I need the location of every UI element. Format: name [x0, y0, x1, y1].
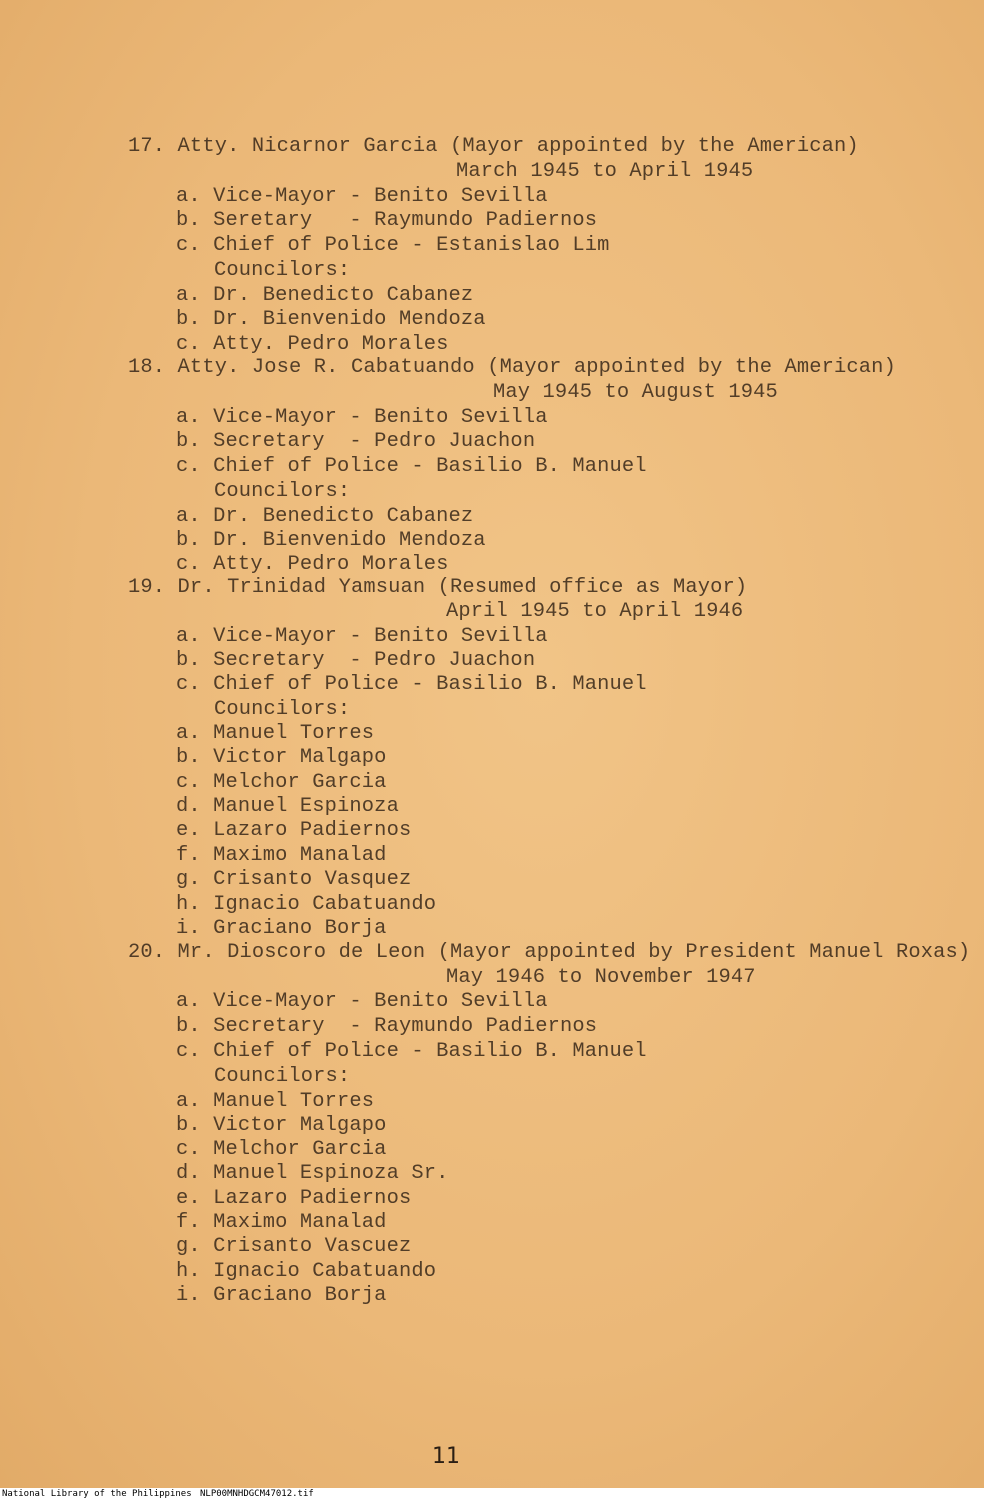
text-line: Councilors:	[214, 698, 351, 721]
text-line: a. Manuel Torres	[176, 1090, 375, 1113]
text-line: g. Crisanto Vascuez	[176, 1235, 412, 1258]
text-line: c. Chief of Police - Estanislao Lim	[176, 234, 610, 257]
text-line: i. Graciano Borja	[176, 917, 387, 940]
text-line: i. Graciano Borja	[176, 1284, 387, 1307]
text-line: b. Dr. Bienvenido Mendoza	[176, 308, 486, 331]
footer-filename: NLP00MNHDGCM47012.tif	[200, 1489, 314, 1499]
text-line: f. Maximo Manalad	[176, 1211, 387, 1234]
text-line: h. Ignacio Cabatuando	[176, 893, 437, 916]
text-line: c. Melchor Garcia	[176, 771, 387, 794]
text-line: May 1945 to August 1945	[493, 381, 778, 404]
text-line: a. Vice-Mayor - Benito Sevilla	[176, 185, 548, 208]
text-line: c. Melchor Garcia	[176, 1138, 387, 1161]
footer-library: National Library of the Philippines	[2, 1489, 192, 1499]
text-line: a. Vice-Mayor - Benito Sevilla	[176, 990, 548, 1013]
text-line: a. Dr. Benedicto Cabanez	[176, 284, 474, 307]
text-line: b. Seretary - Raymundo Padiernos	[176, 209, 598, 232]
text-line: c. Chief of Police - Basilio B. Manuel	[176, 1040, 647, 1063]
text-line: d. Manuel Espinoza Sr.	[176, 1162, 449, 1185]
text-line: b. Secretary - Raymundo Padiernos	[176, 1015, 598, 1038]
text-line: b. Victor Malgapo	[176, 1114, 387, 1137]
text-line: Councilors:	[214, 480, 351, 503]
text-line: e. Lazaro Padiernos	[176, 1187, 412, 1210]
text-line: d. Manuel Espinoza	[176, 795, 399, 818]
text-line: a. Manuel Torres	[176, 722, 375, 745]
text-line: 18. Atty. Jose R. Cabatuando (Mayor appointed by the American)	[128, 356, 896, 379]
text-line: Councilors:	[214, 1065, 351, 1088]
text-line: May 1946 to November 1947	[446, 966, 756, 989]
text-line: b. Victor Malgapo	[176, 746, 387, 769]
text-line: b. Secretary - Pedro Juachon	[176, 430, 536, 453]
text-line: f. Maximo Manalad	[176, 844, 387, 867]
text-line: Councilors:	[214, 259, 351, 282]
text-line: 19. Dr. Trinidad Yamsuan (Resumed office as Mayor)	[128, 576, 748, 599]
text-line: April 1945 to April 1946	[446, 600, 744, 623]
text-line: b. Secretary - Pedro Juachon	[176, 649, 536, 672]
text-line: c. Atty. Pedro Morales	[176, 553, 449, 576]
text-line: 20. Mr. Dioscoro de Leon (Mayor appointed by President Manuel Roxas)	[128, 941, 971, 964]
text-line: b. Dr. Bienvenido Mendoza	[176, 529, 486, 552]
text-line: a. Vice-Mayor - Benito Sevilla	[176, 406, 548, 429]
text-line: 17. Atty. Nicarnor Garcia (Mayor appointed by the American)	[128, 135, 859, 158]
text-line: e. Lazaro Padiernos	[176, 819, 412, 842]
text-line: a. Dr. Benedicto Cabanez	[176, 505, 474, 528]
text-line: c. Chief of Police - Basilio B. Manuel	[176, 673, 647, 696]
text-line: c. Chief of Police - Basilio B. Manuel	[176, 455, 647, 478]
text-line: March 1945 to April 1945	[456, 160, 754, 183]
scan-footer	[0, 1488, 984, 1500]
text-line: h. Ignacio Cabatuando	[176, 1260, 437, 1283]
text-line: c. Atty. Pedro Morales	[176, 333, 449, 356]
text-line: g. Crisanto Vasquez	[176, 868, 412, 891]
text-line: a. Vice-Mayor - Benito Sevilla	[176, 625, 548, 648]
page-number: 11	[432, 1444, 460, 1469]
